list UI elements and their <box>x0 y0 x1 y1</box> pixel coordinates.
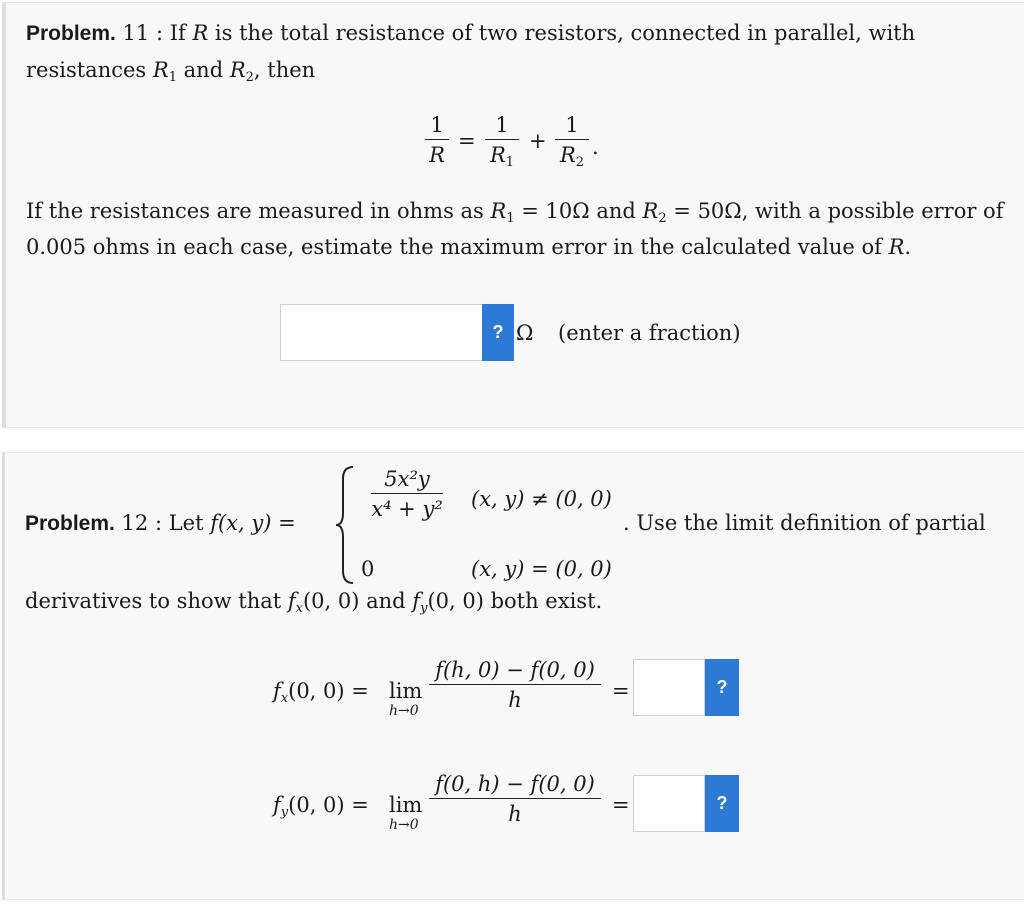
numerator: 1 <box>430 113 444 137</box>
period: . <box>592 135 599 159</box>
statement-text: derivatives to show that <box>25 589 288 613</box>
statement-text: and <box>359 589 413 613</box>
statement-text: and <box>176 58 230 82</box>
max-error-answer-input[interactable] <box>280 304 485 361</box>
fraction-1-over-R <box>425 113 449 167</box>
ohm-unit-label: Ω <box>516 321 534 345</box>
problem-number: 12 : Let <box>121 511 211 535</box>
help-button[interactable]: ? <box>482 304 514 361</box>
fraction-bar <box>429 798 601 799</box>
subscript: 2 <box>575 155 585 170</box>
problem-number: 11 : If <box>122 21 193 45</box>
denominator: x⁴ + y² <box>371 497 443 521</box>
problem-12-card <box>2 452 1024 900</box>
equals-sign: = <box>612 793 630 817</box>
piecewise-case-2-condition: (x, y) = (0, 0) <box>471 557 612 581</box>
numerator: f(0, h) − f(0, 0) <box>435 772 595 796</box>
statement-text: = 50Ω, with a possible error of <box>666 199 1004 223</box>
problem-label: Problem. <box>25 512 115 535</box>
limit-label: lim <box>389 679 423 703</box>
subscript: 2 <box>245 70 254 85</box>
problem-11-line-1 <box>26 21 915 46</box>
problem-11-given-1 <box>26 199 1004 226</box>
lhs-text: (0, 0) = <box>288 679 369 703</box>
fx-answer-input[interactable] <box>633 659 705 716</box>
problem-label: Problem. <box>26 22 116 45</box>
fraction-1-over-R1 <box>485 113 519 170</box>
left-brace-icon <box>335 465 355 585</box>
problem-11-card <box>2 2 1024 428</box>
lhs-text: (0, 0) = <box>288 793 369 817</box>
var-R: R <box>888 235 905 259</box>
fraction-1-over-R2 <box>555 113 589 170</box>
equals-sign: = <box>458 129 476 153</box>
fraction-bar <box>555 139 589 140</box>
statement-text: , then <box>253 58 316 82</box>
statement-text: is the total resistance of two resistors, connected in parallel, with <box>208 21 916 45</box>
difference-quotient-y <box>429 772 601 826</box>
var-R1: R <box>490 199 507 223</box>
var-R2: R <box>229 58 246 82</box>
numerator: 1 <box>565 113 579 137</box>
var-R1: R <box>152 58 169 82</box>
limit-subscript: h→0 <box>389 703 419 719</box>
subscript: 1 <box>505 155 515 170</box>
denominator: R <box>429 143 445 167</box>
statement-text: . <box>904 235 912 259</box>
fx-lhs: $f_x(0$, 0) = <box>273 679 369 706</box>
numerator: 1 <box>495 113 509 137</box>
piecewise-case-1-condition: (x, y) ≠ (0, 0) <box>471 487 612 511</box>
fx-point: (0, 0) <box>302 589 360 613</box>
statement-text: If the resistances are measured in ohms as <box>26 199 491 223</box>
subscript: 1 <box>168 70 177 85</box>
fraction-bar <box>429 684 601 685</box>
var-R2: R <box>559 143 576 167</box>
limit-subscript: h→0 <box>389 817 419 833</box>
var-R1: R <box>489 143 506 167</box>
difference-quotient-x <box>429 658 601 712</box>
denominator: h <box>508 802 522 826</box>
numerator: f(h, 0) − f(0, 0) <box>435 658 595 682</box>
denominator: h <box>508 688 522 712</box>
fy-point: (0, 0) <box>427 589 484 613</box>
function-definition: f(x, y) = <box>210 511 296 535</box>
problem-12-line-2: derivatives to show that $f_x(0$, 0) and $f_y(0$, 0) both exist. <box>25 589 603 616</box>
limit-label: lim <box>389 793 423 817</box>
problem-11-given-2 <box>26 235 911 259</box>
numerator: 5x²y <box>384 467 430 491</box>
piecewise-case-1-fraction <box>371 467 443 521</box>
problem-12-lead <box>25 511 296 536</box>
fx-help-button[interactable]: ? <box>705 659 739 716</box>
statement-text: 0.005 ohms in each case, estimate the maximum error in the calculated value of <box>26 235 889 259</box>
statement-text: both exist. <box>483 589 603 613</box>
equals-sign: = <box>612 679 630 703</box>
fraction-bar <box>371 493 443 494</box>
piecewise-case-2-value: 0 <box>361 557 375 581</box>
subscript: 2 <box>658 211 667 226</box>
fy-help-button[interactable]: ? <box>705 775 739 832</box>
fraction-bar <box>425 139 449 140</box>
answer-hint: (enter a fraction) <box>558 321 741 345</box>
var-R: R <box>192 21 209 45</box>
problem-11-line-2 <box>26 58 316 85</box>
fy-answer-input[interactable] <box>633 775 705 832</box>
problem-12-tail: . Use the limit definition of partial <box>623 511 986 535</box>
var-R2: R <box>642 199 659 223</box>
fraction-bar <box>485 139 519 140</box>
subscript: 1 <box>506 211 515 226</box>
fy-lhs: $f_y(0$, 0) = <box>273 793 369 820</box>
plus-sign: + <box>529 129 547 153</box>
statement-text: resistances <box>26 58 153 82</box>
statement-text: = 10Ω and <box>514 199 643 223</box>
